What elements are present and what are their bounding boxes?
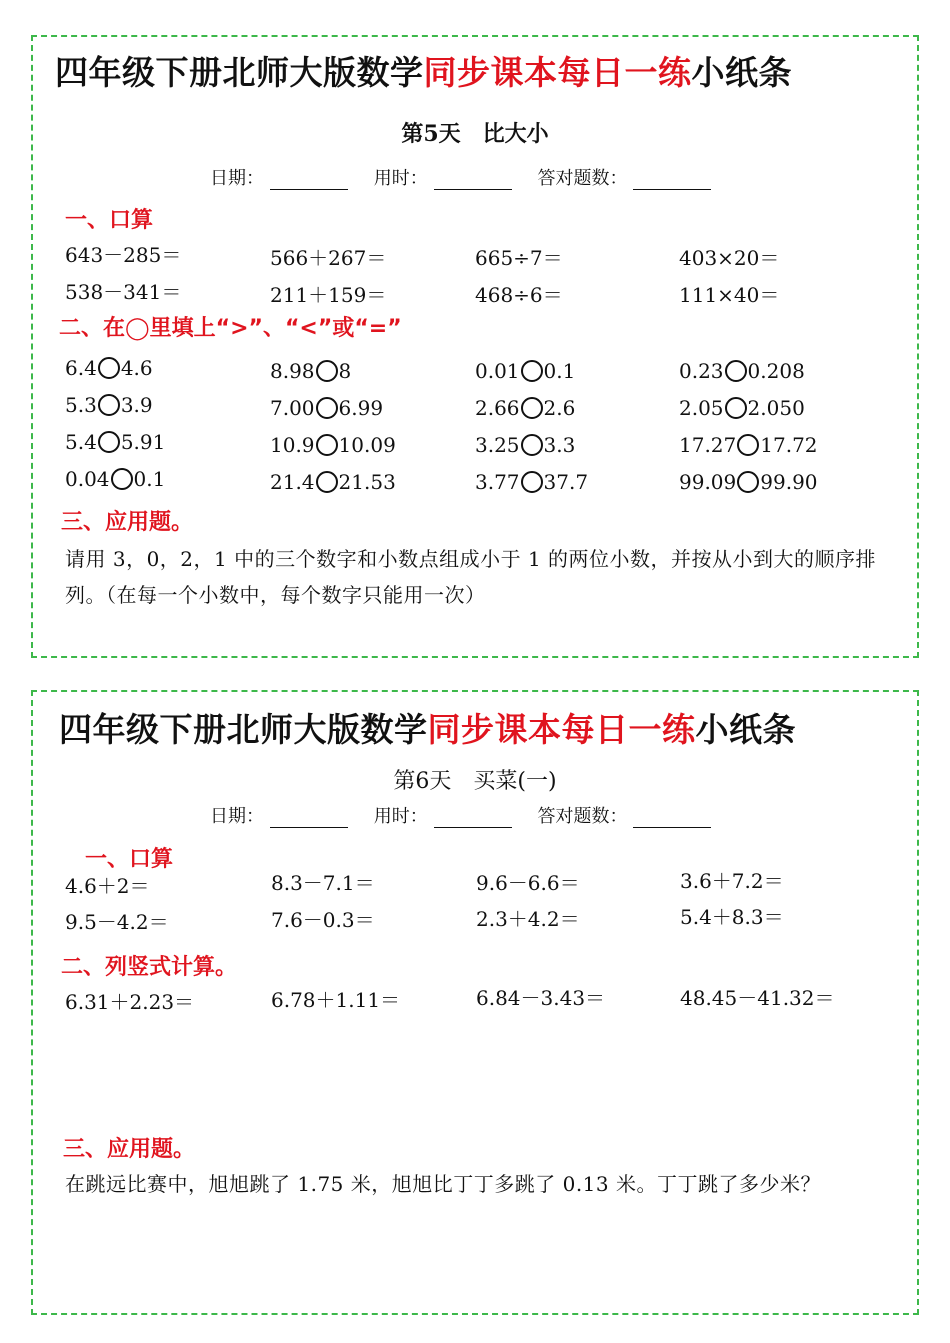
compare-right: 2.6 bbox=[543, 396, 576, 420]
compare-item bbox=[475, 470, 588, 494]
oral-item: 8.3－7.1＝ bbox=[271, 871, 375, 895]
section-heading-oral: 一、口算 bbox=[85, 847, 174, 872]
oral-item: 643－285＝ bbox=[65, 243, 182, 267]
compare-item bbox=[475, 359, 575, 383]
oral-item: 3.6＋7.2＝ bbox=[680, 869, 784, 893]
compare-right: 10.09 bbox=[338, 433, 396, 457]
oral-item: 111×40＝ bbox=[679, 283, 780, 307]
compare-item bbox=[270, 359, 351, 383]
compare-right: 0.208 bbox=[747, 359, 805, 383]
compare-right: 37.7 bbox=[543, 470, 589, 494]
compare-item bbox=[679, 433, 818, 457]
oral-item: 566＋267＝ bbox=[270, 246, 387, 270]
compare-left: 2.05 bbox=[679, 396, 724, 420]
section-heading-compare: 二、在◯里填上“>”、“<”或“=” bbox=[59, 316, 402, 341]
title-part-black-end: 小纸条 bbox=[691, 53, 792, 92]
compare-left: 6.4 bbox=[65, 356, 97, 380]
day-subtitle: 第6天 买菜(一) bbox=[393, 769, 557, 794]
compare-circle[interactable] bbox=[521, 434, 543, 456]
correct-count-label: 答对题数： bbox=[537, 806, 628, 827]
day-subtitle: 第5天 比大小 bbox=[401, 121, 549, 147]
date-label: 日期： bbox=[210, 168, 264, 189]
compare-item bbox=[679, 396, 805, 420]
meta-row bbox=[210, 164, 731, 190]
compare-circle[interactable] bbox=[737, 471, 759, 493]
compare-left: 0.04 bbox=[65, 467, 110, 491]
section-heading-oral: 一、口算 bbox=[65, 208, 154, 233]
compare-left: 2.66 bbox=[475, 396, 520, 420]
compare-right: 0.1 bbox=[133, 467, 166, 491]
compare-circle[interactable] bbox=[521, 471, 543, 493]
compare-item bbox=[65, 430, 165, 454]
time-blank[interactable] bbox=[434, 173, 512, 190]
compare-item bbox=[679, 359, 805, 383]
compare-left: 10.9 bbox=[270, 433, 315, 457]
compare-circle[interactable] bbox=[725, 397, 747, 419]
vertical-calc-item: 6.84－3.43＝ bbox=[476, 986, 606, 1010]
compare-circle[interactable] bbox=[98, 431, 120, 453]
compare-item bbox=[679, 470, 818, 494]
title-part-black: 四年级下册北师大版数学 bbox=[59, 710, 428, 749]
compare-circle[interactable] bbox=[98, 394, 120, 416]
compare-right: 6.99 bbox=[338, 396, 384, 420]
oral-item: 5.4＋8.3＝ bbox=[680, 905, 784, 929]
correct-count-blank[interactable] bbox=[633, 173, 711, 190]
worksheet-card-day5 bbox=[31, 35, 919, 658]
compare-left: 0.01 bbox=[475, 359, 520, 383]
oral-item: 211＋159＝ bbox=[270, 283, 387, 307]
correct-count-blank[interactable] bbox=[633, 811, 711, 828]
oral-item: 468÷6＝ bbox=[475, 283, 563, 307]
compare-circle[interactable] bbox=[316, 360, 338, 382]
title-part-black: 四年级下册北师大版数学 bbox=[55, 53, 424, 92]
time-label: 用时： bbox=[373, 168, 428, 189]
compare-left: 8.98 bbox=[270, 359, 315, 383]
compare-item bbox=[270, 470, 396, 494]
compare-right: 5.91 bbox=[120, 430, 166, 454]
date-blank[interactable] bbox=[270, 173, 348, 190]
vertical-calc-item: 6.31＋2.23＝ bbox=[65, 990, 195, 1014]
compare-left: 5.3 bbox=[65, 393, 97, 417]
compare-circle[interactable] bbox=[98, 357, 120, 379]
compare-circle[interactable] bbox=[111, 468, 133, 490]
compare-circle[interactable] bbox=[521, 397, 543, 419]
oral-item: 403×20＝ bbox=[679, 246, 780, 270]
compare-left: 21.4 bbox=[270, 470, 315, 494]
date-blank[interactable] bbox=[270, 811, 348, 828]
worksheet-card-day6 bbox=[31, 690, 919, 1315]
time-label: 用时： bbox=[373, 806, 428, 827]
vertical-calc-item: 6.78＋1.11＝ bbox=[271, 988, 401, 1012]
compare-item bbox=[65, 356, 153, 380]
compare-item bbox=[270, 433, 396, 457]
compare-circle[interactable] bbox=[725, 360, 747, 382]
compare-right: 17.72 bbox=[760, 433, 818, 457]
title-part-black-end: 小纸条 bbox=[695, 710, 796, 749]
section-heading-word-problem: 三、应用题。 bbox=[61, 510, 194, 535]
compare-item bbox=[475, 433, 575, 457]
oral-item: 2.3＋4.2＝ bbox=[476, 907, 580, 931]
compare-right: 0.1 bbox=[543, 359, 576, 383]
compare-circle[interactable] bbox=[737, 434, 759, 456]
section-heading-vertical: 二、列竖式计算。 bbox=[61, 955, 238, 980]
vertical-calc-item: 48.45－41.32＝ bbox=[680, 986, 835, 1010]
oral-item: 4.6＋2＝ bbox=[65, 874, 150, 898]
compare-left: 99.09 bbox=[679, 470, 737, 494]
compare-circle[interactable] bbox=[316, 397, 338, 419]
word-problem-text: 请用 3，0，2，1 中的三个数字和小数点组成小于 1 的两位小数，并按从小到大的顺序排列。（在每一个小数中，每个数字只能用一次） bbox=[65, 547, 877, 607]
oral-item: 9.6－6.6＝ bbox=[476, 871, 580, 895]
compare-item bbox=[65, 467, 165, 491]
meta-row bbox=[210, 802, 731, 828]
compare-left: 3.77 bbox=[475, 470, 520, 494]
oral-item: 538－341＝ bbox=[65, 280, 182, 304]
compare-left: 7.00 bbox=[270, 396, 315, 420]
title-part-red: 同步课本每日一练 bbox=[427, 710, 696, 749]
section-heading-word-problem: 三、应用题。 bbox=[63, 1137, 196, 1162]
compare-circle[interactable] bbox=[316, 434, 338, 456]
compare-circle[interactable] bbox=[316, 471, 338, 493]
oral-item: 665÷7＝ bbox=[475, 246, 563, 270]
compare-right: 2.050 bbox=[747, 396, 805, 420]
compare-item bbox=[270, 396, 383, 420]
date-label: 日期： bbox=[210, 806, 264, 827]
compare-right: 4.6 bbox=[120, 356, 153, 380]
compare-left: 3.25 bbox=[475, 433, 520, 457]
compare-right: 8 bbox=[338, 359, 352, 383]
compare-right: 99.90 bbox=[760, 470, 818, 494]
time-blank[interactable] bbox=[434, 811, 512, 828]
card-title bbox=[59, 704, 796, 751]
word-problem-text: 在跳远比赛中，旭旭跳了 1.75 米，旭旭比丁丁多跳了 0.13 米。丁丁跳了多少米？ bbox=[65, 1172, 821, 1196]
compare-left: 0.23 bbox=[679, 359, 724, 383]
oral-item: 7.6－0.3＝ bbox=[271, 908, 375, 932]
compare-item bbox=[65, 393, 153, 417]
compare-left: 5.4 bbox=[65, 430, 97, 454]
card-title bbox=[55, 47, 792, 94]
compare-left: 17.27 bbox=[679, 433, 737, 457]
oral-item: 9.5－4.2＝ bbox=[65, 910, 169, 934]
compare-right: 21.53 bbox=[338, 470, 396, 494]
compare-item bbox=[475, 396, 575, 420]
compare-right: 3.3 bbox=[543, 433, 576, 457]
compare-circle[interactable] bbox=[521, 360, 543, 382]
correct-count-label: 答对题数： bbox=[537, 168, 628, 189]
compare-right: 3.9 bbox=[120, 393, 153, 417]
title-part-red: 同步课本每日一练 bbox=[423, 53, 692, 92]
